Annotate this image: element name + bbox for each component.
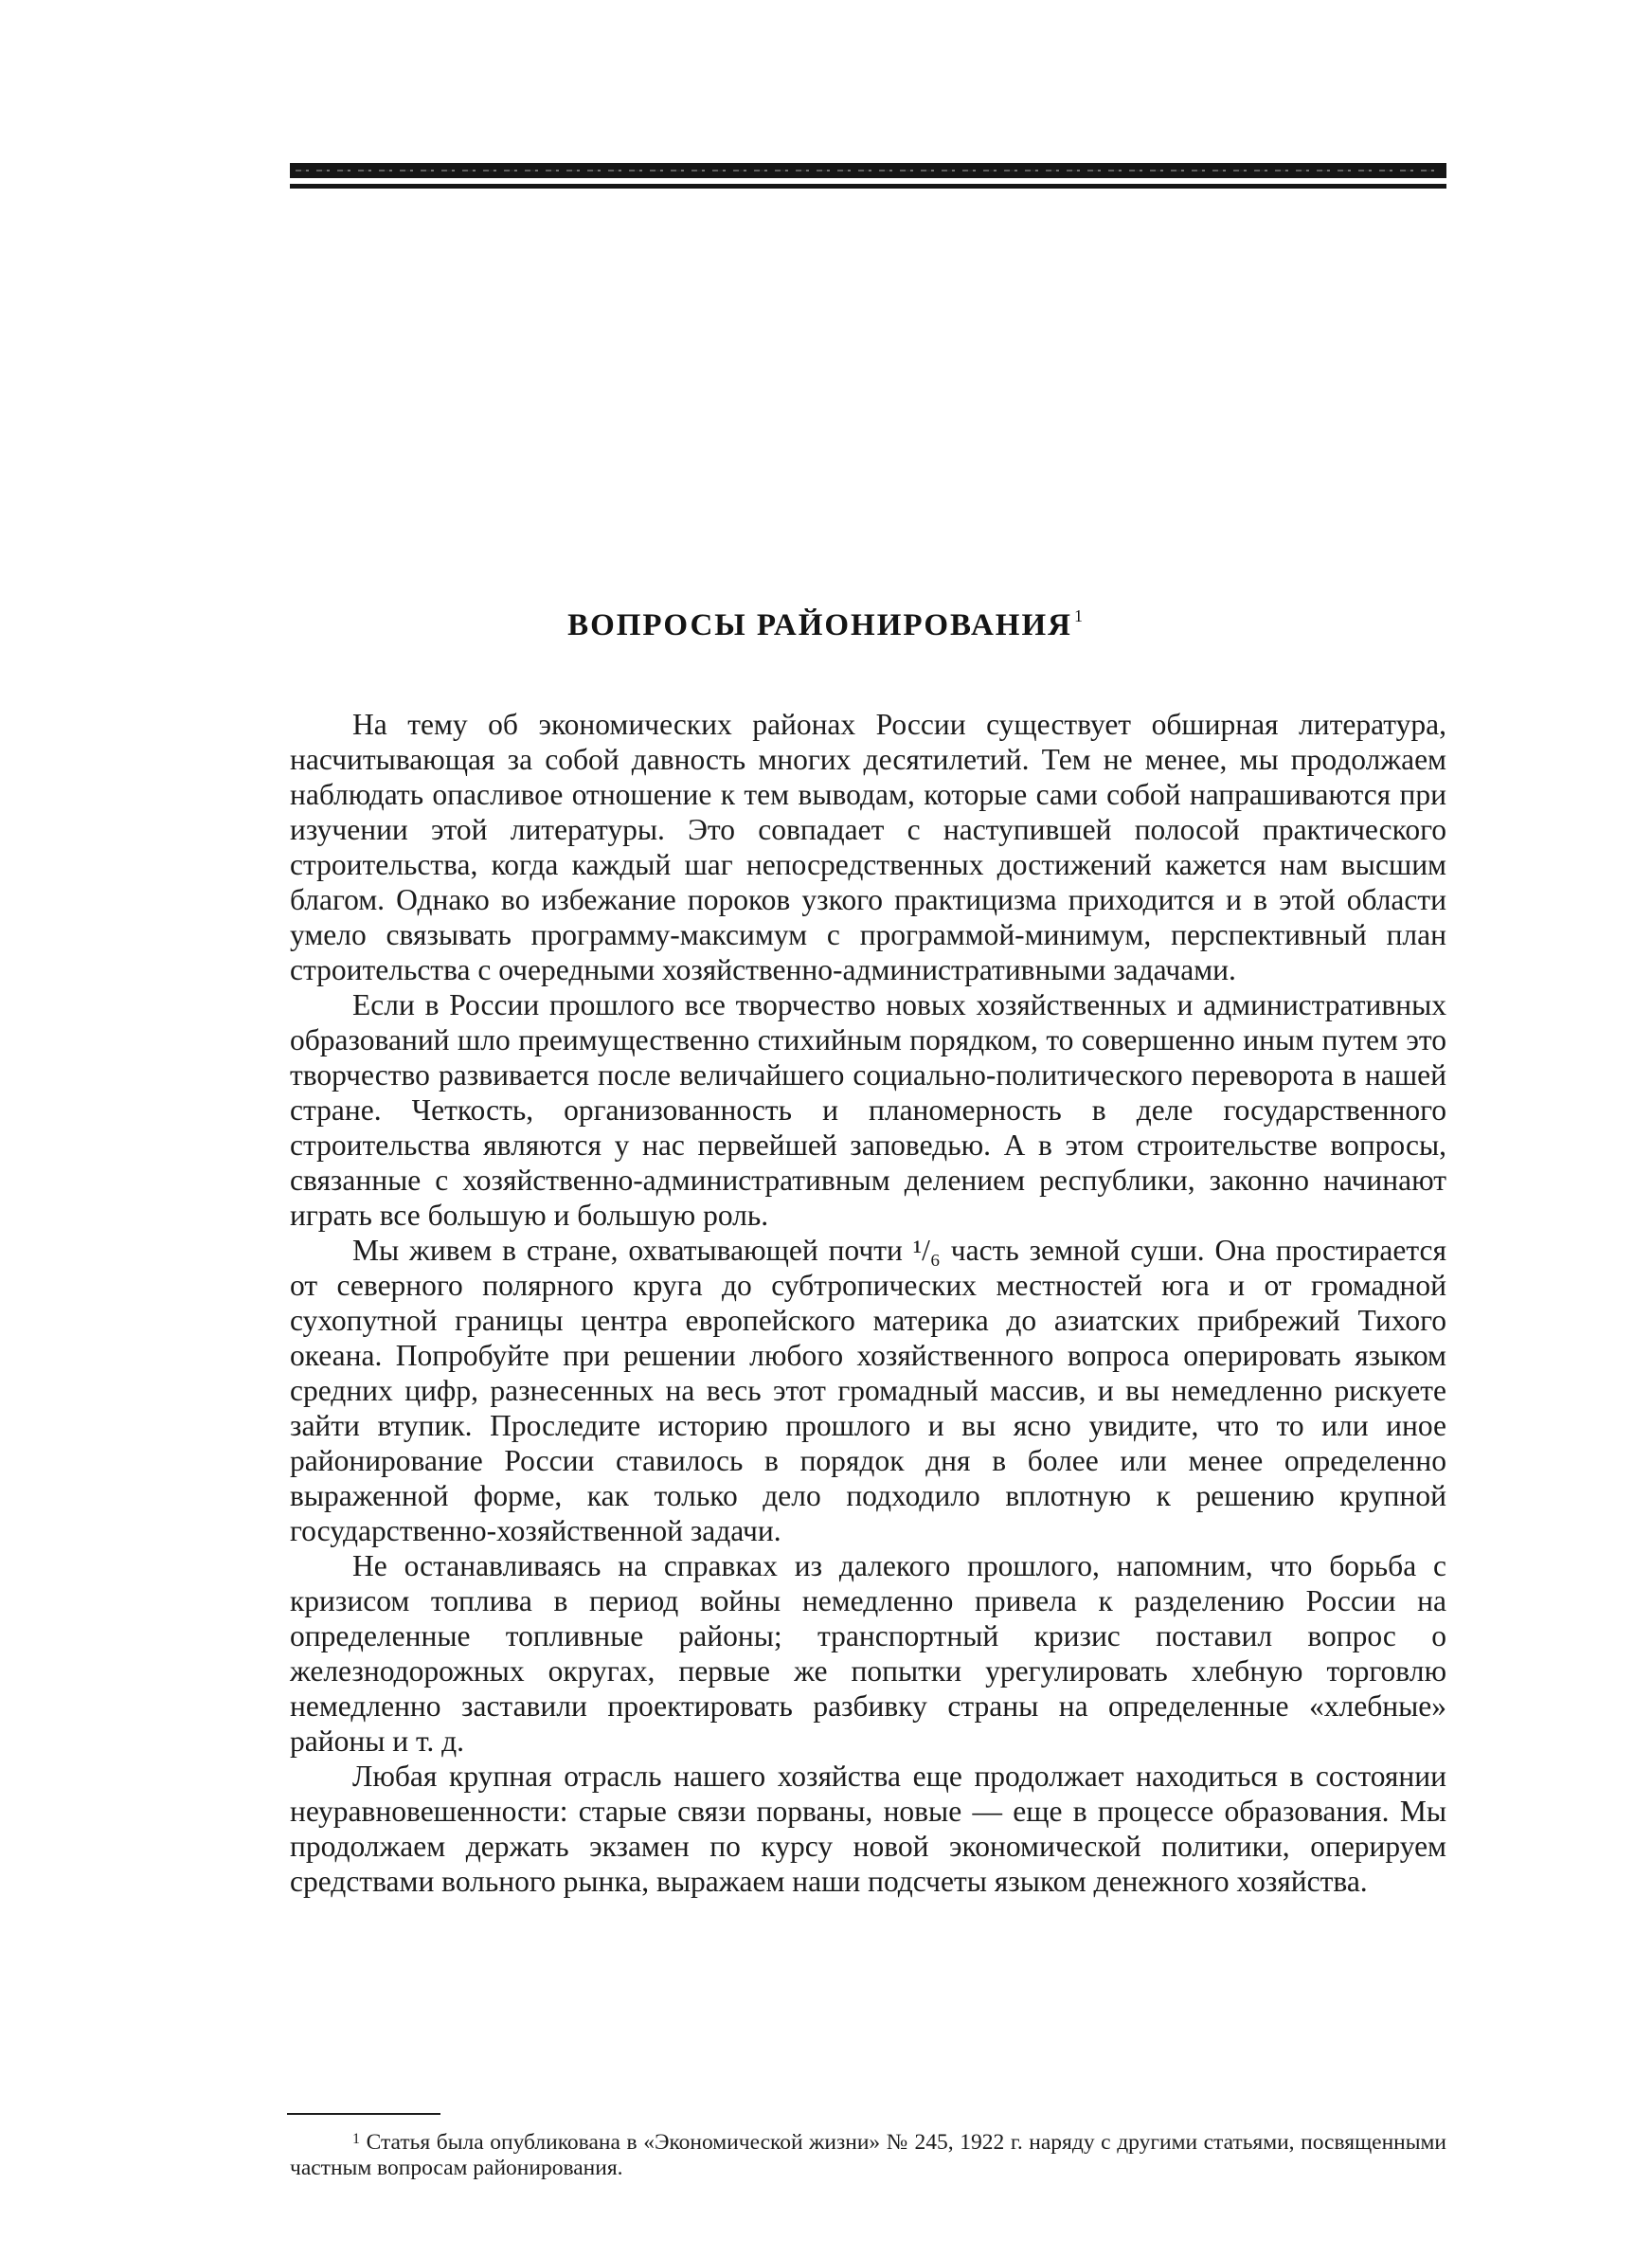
footnote-marker: 1 (352, 2131, 360, 2147)
article-title (0, 606, 1652, 643)
paragraph-3: Мы живем в стране, охватывающей почти ¹/₆ часть земной суши. Она простирается от северного полярного круга до субтропических местностей юга и от громадной сухопутной границы центра европейского материка до азиатских прибрежий Тихого океана. Попробуйте при решении любого хозяйственного вопроса оперировать языком средних цифр, разнесенных на весь этот громадный массив, и вы немедленно рискуете зайти втупик. Проследите историю прошлого и вы ясно увидите, что то или иное районирование России ставилось в порядок дня в более или менее определенно выраженной форме, как только дело подходило вплотную к решению крупной государственно-хозяйственной задачи. (290, 1234, 1446, 1547)
paragraph-5: Любая крупная отрасль нашего хозяйства еще продолжает находиться в состоянии неуравновешенности: старые связи порваны, новые — еще в процессе образования. Мы продолжаем держать экзамен по курсу новой экономической политики, оперируем средствами вольного рынка, выражаем наши подсчеты языком денежного хозяйства. (290, 1760, 1446, 1898)
footnote (290, 2126, 1446, 2181)
article-title-text: ВОПРОСЫ РАЙОНИРОВАНИЯ (567, 608, 1072, 642)
paragraph-4: Не останавливаясь на справках из далекого прошлого, напомним, что борьба с кризисом топлива в период войны немедленно привела к разделению России на определенные топливные районы; транспортный кризис поставил вопрос о железнодорожных округах, первые же попытки урегулировать хлебную торговлю немедленно заставили проектировать разбивку страны на определенные «хлебные» районы и т. д. (290, 1549, 1446, 1758)
header-decorative-rule (290, 163, 1446, 191)
title-footnote-ref[interactable]: 1 (1073, 606, 1085, 625)
paragraph-2: Если в России прошлого все творчество новых хозяйственных и административных образований шло преимущественно стихийным порядком, то совершенно иным путем это творчество развивается после величайшего социально-политического переворота в нашей стране. Четкость, организованность и планомерность в деле государственного строительства являются у нас первейшей заповедью. А в этом строительстве вопросы, связанные с хозяйственно-административным делением республики, законно начинают играть все большую и большую роль. (290, 988, 1446, 1232)
footnote-separator (287, 2113, 440, 2115)
paragraph-1: На тему об экономических районах России существует обширная литература, насчитывающая за собой давность многих десятилетий. Тем не менее, мы продолжаем наблюдать опасливое отношение к тем выводам, которые сами собой напрашиваются при изучении этой литературы. Это совпадает с наступившей полосой практического строительства, когда каждый шаг непосредственных достижений кажется нам высшим благом. Однако во избежание пороков узкого практицизма приходится и в этой области умело связывать программу-максимум с программой-минимум, перспективный план строительства с очередными хозяйственно-административными задачами. (290, 708, 1446, 986)
footnote-text: Статья была опубликована в «Экономической жизни» № 245, 1922 г. наряду с другими статьями, посвященными частным вопросам районирования. (290, 2130, 1446, 2180)
header-rule-thick (290, 163, 1446, 178)
article-body (290, 707, 1446, 1899)
header-rule-thin (290, 184, 1446, 189)
